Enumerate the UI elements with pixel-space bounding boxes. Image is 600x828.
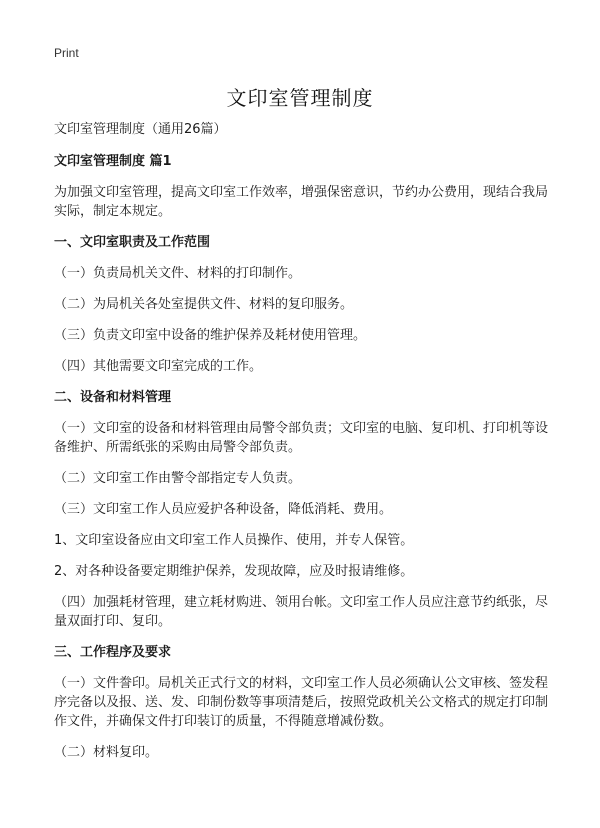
print-link[interactable]: Print [54,46,79,60]
list-item: （二）材料复印。 [54,745,159,760]
list-item: （四）加强耗材管理，建立耗材购进、领用台帐。文印室工作人员应注意节约纸张，尽量双面打印、复印。 [54,595,549,629]
list-item: （一）负责局机关文件、材料的打印制作。 [54,266,302,281]
article-heading: 文印室管理制度 篇1 [54,154,172,169]
section-heading: 三、工作程序及要求 [54,645,172,660]
list-item: （二）为局机关各处室提供文件、材料的复印服务。 [54,297,354,312]
list-item: （三）负责文印室中设备的维护保养及耗材使用管理。 [54,328,367,343]
list-item: 1、文印室设备应由文印室工作人员操作、使用，并专人保管。 [54,533,414,548]
list-item: （四）其他需要文印室完成的工作。 [54,359,263,374]
list-item: （一）文件誊印。局机关正式行文的材料，文印室工作人员必须确认公文审核、签发程序完备以及报、送、发、印制份数等事项清楚后，按照党政机关公文格式的规定打印制作文件，并确保文件打印装订的质量，不得随意增减份数。 [54,676,549,729]
section-heading: 一、文印室职责及工作范围 [54,235,211,250]
section-heading: 二、设备和材料管理 [54,390,172,405]
document-subtitle: 文印室管理制度（通用26篇） [54,122,227,137]
list-item: （二）文印室工作由警令部指定专人负责。 [54,471,302,486]
document-body [54,120,548,774]
intro-paragraph: 为加强文印室管理，提高文印室工作效率，增强保密意识，节约办公费用，现结合我局实际，制定本规定。 [54,185,549,219]
list-item: 2、对各种设备要定期维护保养，发现故障，应及时报请维修。 [54,564,414,579]
page-title: 文印室管理制度 [226,86,374,110]
list-item: （一）文印室的设备和材料管理由局警令部负责；文印室的电脑、复印机、打印机等设备维护、所需纸张的采购由局警令部负责。 [54,421,549,455]
list-item: （三）文印室工作人员应爱护各种设备，降低消耗、费用。 [54,502,393,517]
